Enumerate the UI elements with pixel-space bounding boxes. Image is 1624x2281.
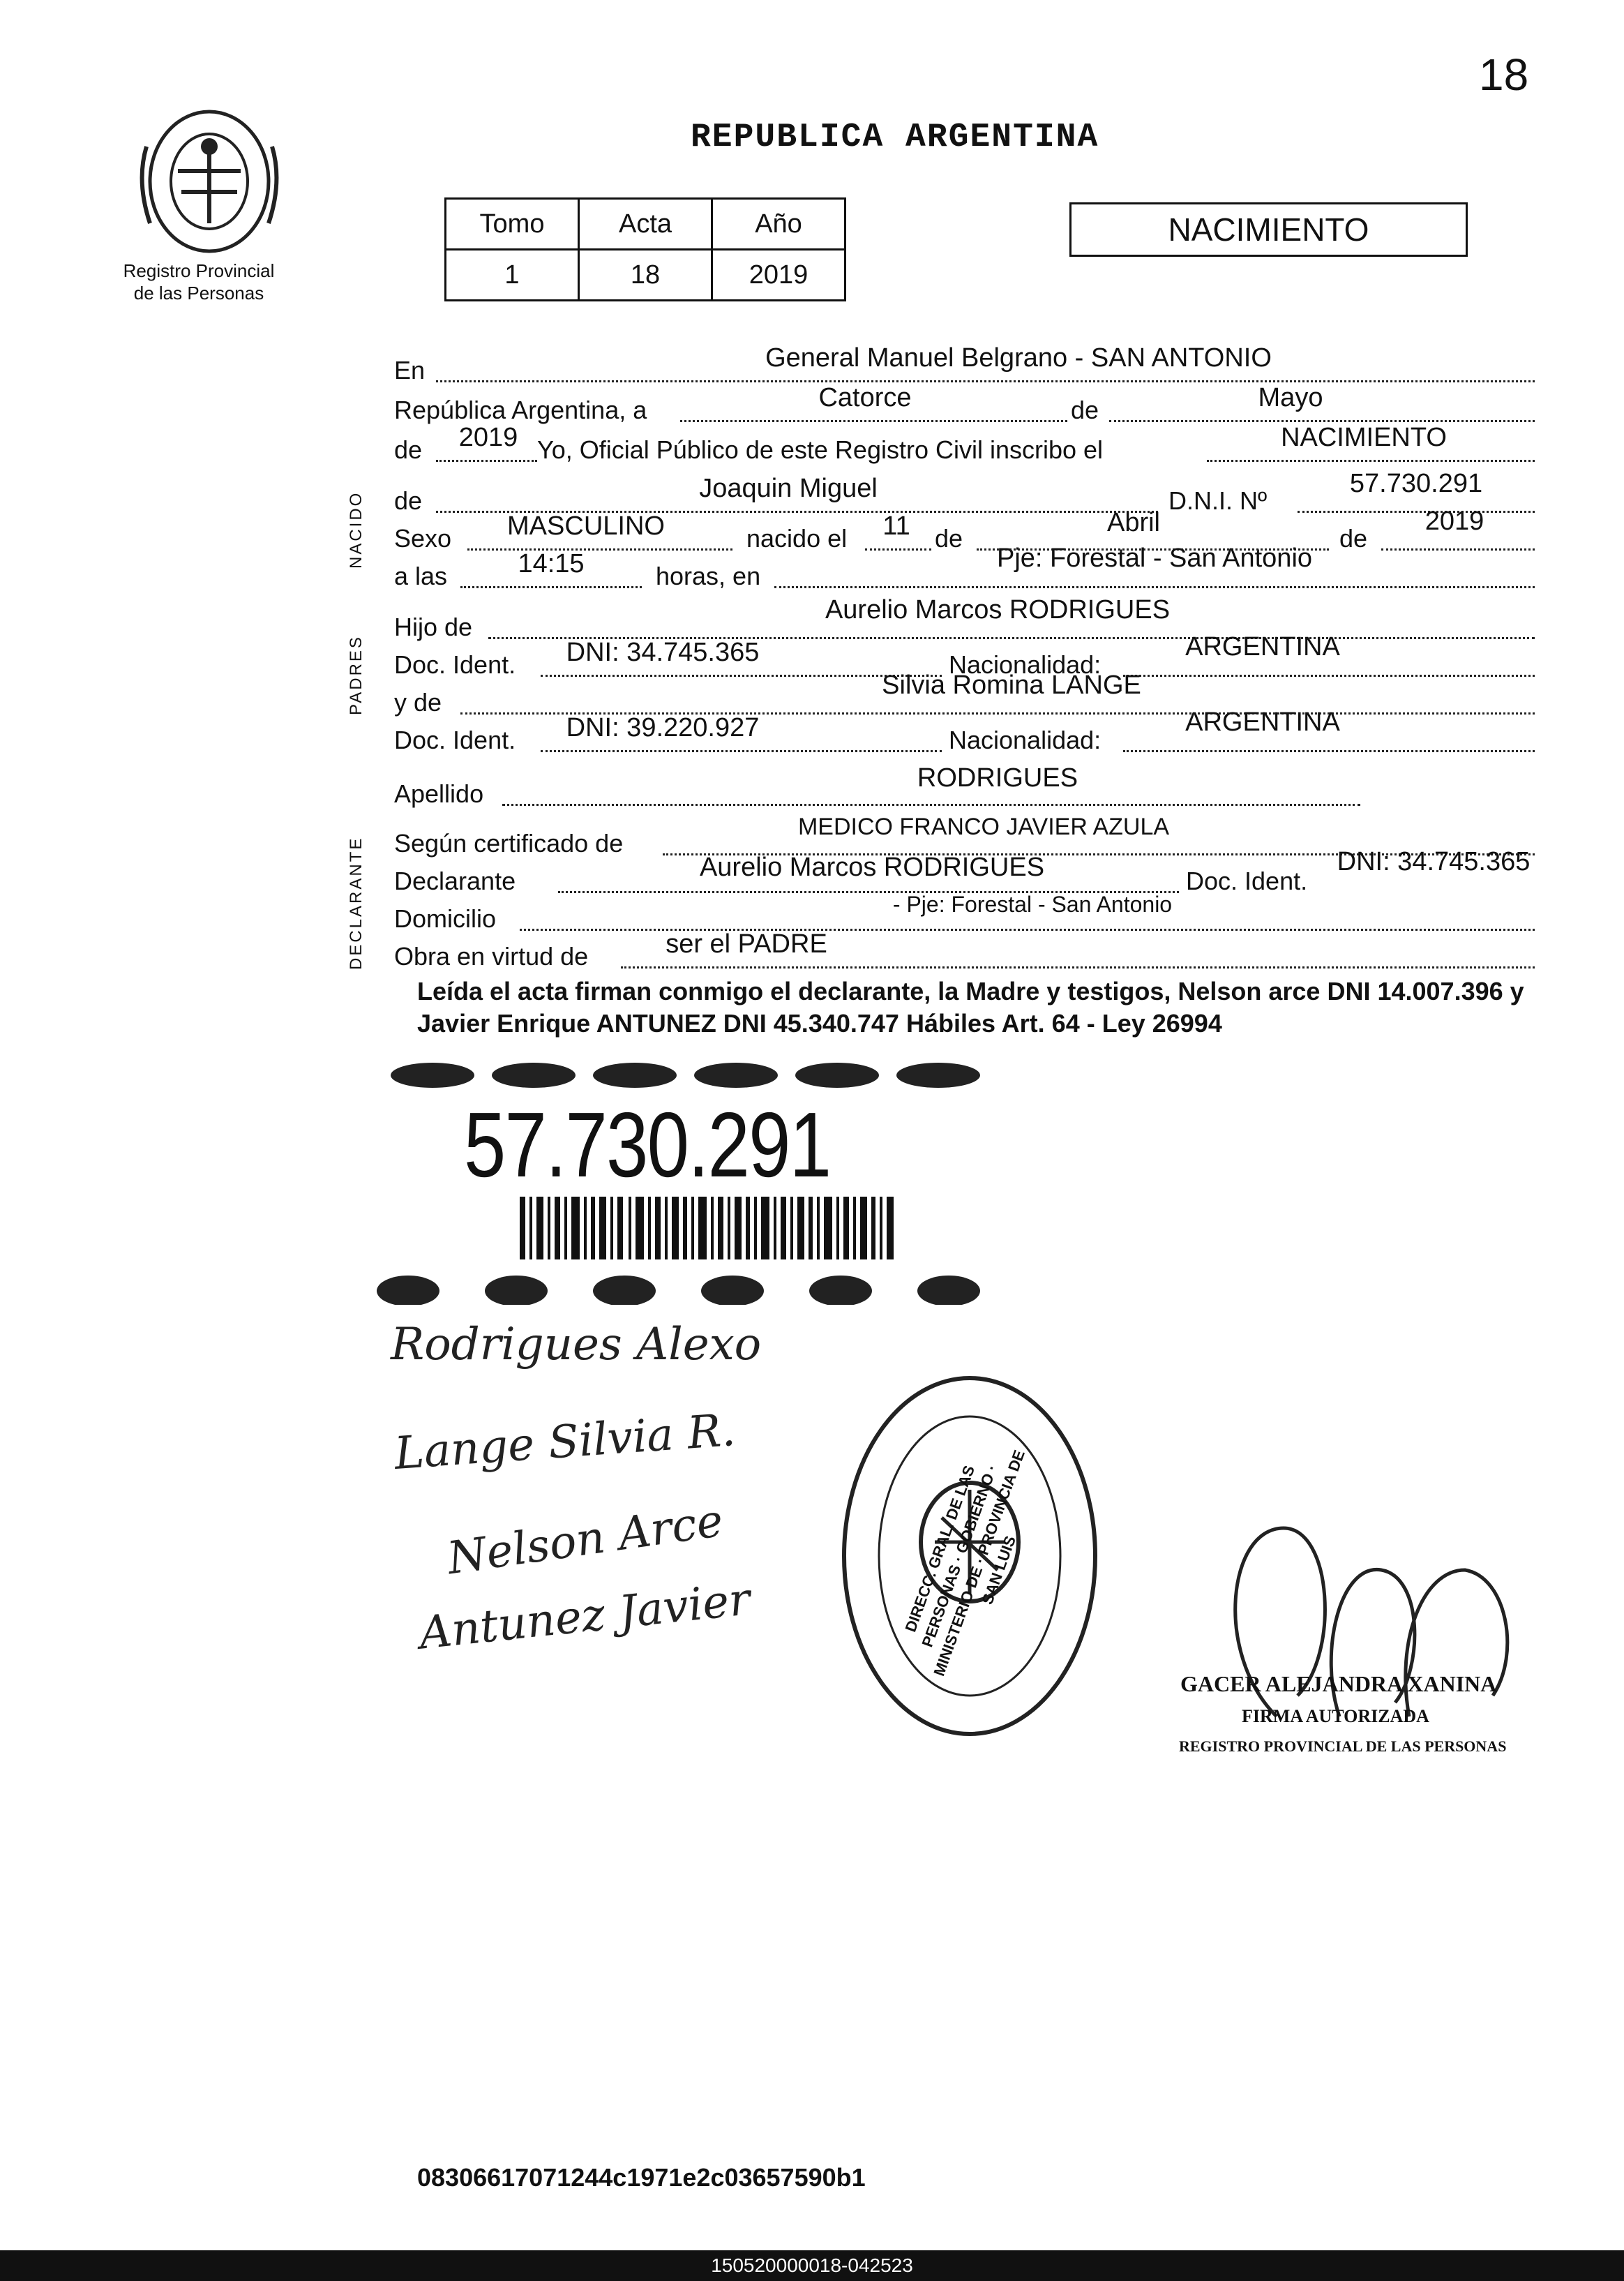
label-a-las: a las	[394, 562, 448, 590]
dotted-line	[680, 420, 1067, 422]
label-republica: República Argentina, a	[394, 396, 647, 424]
label-y-de: y de	[394, 688, 442, 717]
official-name: GACER ALEJANDRA XANINA	[1180, 1671, 1497, 1696]
security-pattern-top	[377, 1057, 1005, 1093]
value-acta: 18	[579, 250, 712, 301]
field-acto: NACIMIENTO	[1281, 423, 1447, 452]
official-role: FIRMA AUTORIZADA	[1242, 1706, 1429, 1726]
dotted-line	[621, 966, 1535, 969]
field-declarante-dni: DNI: 34.745.365	[1337, 847, 1531, 876]
field-madre-nac: ARGENTINA	[1185, 708, 1340, 737]
registry-name-line2: de las Personas	[133, 283, 264, 304]
dotted-line	[1109, 420, 1535, 422]
field-mes: Mayo	[1258, 383, 1323, 412]
field-declarante: Aurelio Marcos RODRIGUES	[699, 853, 1045, 882]
document-hash: 08306617071244c1971e2c03657590b1	[417, 2163, 866, 2192]
field-padre-nac: ARGENTINA	[1185, 632, 1340, 661]
field-lugar: General Manuel Belgrano - SAN ANTONIO	[765, 343, 1272, 373]
label-declarante: Declarante	[394, 867, 516, 895]
dotted-line	[774, 586, 1535, 588]
field-obra: ser el PADRE	[666, 929, 827, 959]
label-dni: D.N.I. Nº	[1168, 486, 1268, 515]
closing-statement: Leída el acta firman conmigo el declarante, la Madre y testigos, Nelson arce DNI 14.007.396 y Javier Enrique ANTUNEZ DNI 45.340.747 Hábiles Art. 64 - Ley 26994	[417, 977, 1524, 1038]
header-anio: Año	[712, 199, 845, 250]
label-de-anio: de	[394, 435, 423, 464]
official-org: REGISTRO PROVINCIAL DE LAS PERSONAS	[1179, 1737, 1507, 1755]
field-nac-mes: Abril	[1106, 508, 1161, 537]
document-title: REPUBLICA ARGENTINA	[691, 119, 1099, 156]
header-acta: Acta	[579, 199, 712, 250]
dni-large-number: 57.730.291	[464, 1093, 831, 1196]
dotted-line	[436, 380, 1535, 382]
field-nombre: Joaquin Miguel	[699, 474, 878, 503]
signature-mother: Lange Silvia R.	[393, 1405, 737, 1480]
label-domicilio: Domicilio	[394, 904, 497, 933]
value-anio: 2019	[712, 250, 845, 301]
label-segun: Según certificado de	[394, 829, 624, 858]
label-de-fecha: de	[935, 524, 963, 553]
field-sexo: MASCULINO	[507, 511, 665, 541]
dotted-line	[541, 750, 942, 752]
label-sexo: Sexo	[394, 524, 452, 553]
label-de-nombre: de	[394, 486, 423, 515]
label-de-mes: de	[1071, 396, 1099, 424]
field-madre: Silvia Romina LANGE	[882, 671, 1141, 700]
label-en: En	[394, 356, 426, 384]
field-domicilio: - Pje: Forestal - San Antonio	[892, 892, 1173, 917]
signature-witness-1: Nelson Arce	[444, 1495, 727, 1585]
field-nac-anio: 2019	[1424, 507, 1484, 536]
label-apellido: Apellido	[394, 779, 484, 808]
label-doc-ident: Doc. Ident.	[394, 650, 516, 679]
field-anio: 2019	[458, 423, 518, 452]
record-type: NACIMIENTO	[1069, 202, 1468, 257]
field-apellido: RODRIGUES	[917, 763, 1078, 793]
registry-name-line1: Registro Provincial	[123, 260, 275, 281]
field-padre: Aurelio Marcos RODRIGUES	[825, 595, 1171, 625]
label-doc-ident3: Doc. Ident.	[1186, 867, 1308, 895]
header-tomo: Tomo	[446, 199, 579, 250]
registry-name	[105, 260, 293, 304]
label-horas-en: horas, en	[656, 562, 761, 590]
signature-witness-2: Antunez Javier	[416, 1573, 753, 1660]
page-number: 18	[1479, 50, 1529, 100]
value-tomo: 1	[446, 250, 579, 301]
field-nac-dia: 11	[882, 511, 910, 541]
field-padre-dni: DNI: 34.745.365	[566, 638, 760, 667]
security-pattern-bottom	[377, 1270, 998, 1305]
label-obra: Obra en virtud de	[394, 942, 589, 971]
section-declarant: DECLARANTE	[347, 836, 366, 970]
record-table	[444, 197, 846, 301]
dotted-line	[1207, 460, 1535, 462]
field-dni: 57.730.291	[1349, 469, 1483, 498]
label-hijo-de: Hijo de	[394, 613, 473, 641]
field-lugar-nac: Pje: Forestal - San Antonio	[996, 544, 1313, 573]
dotted-line	[1381, 548, 1535, 551]
registry-seal-icon	[129, 105, 290, 258]
dotted-line	[460, 586, 642, 588]
label-de-fecha2: de	[1339, 524, 1368, 553]
field-dia: Catorce	[818, 383, 912, 412]
footer-code: 150520000018-042523	[0, 2250, 1624, 2281]
stamp-ring-text: DIRECC. GRAL. DE LAS PERSONAS · GOBIERNO · MINISTERIO DE · PROVINCIA DE SAN LUIS	[901, 1447, 1028, 1679]
field-hora: 14:15	[518, 549, 585, 578]
dotted-line	[1123, 750, 1535, 752]
dotted-line	[865, 548, 931, 551]
dotted-line	[436, 460, 537, 462]
label-nacionalidad: Nacionalidad:	[949, 650, 1102, 679]
section-born: NACIDO	[347, 491, 366, 569]
label-oficial: Yo, Oficial Público de este Registro Civil inscribo el	[537, 435, 1104, 464]
section-parents: PADRES	[347, 635, 366, 715]
label-nacido-el: nacido el	[746, 524, 848, 553]
field-certificado: MEDICO FRANCO JAVIER AZULA	[797, 814, 1170, 840]
dotted-line	[502, 804, 1360, 806]
field-madre-dni: DNI: 39.220.927	[566, 713, 760, 742]
barcode	[520, 1197, 896, 1259]
label-nacionalidad2: Nacionalidad:	[949, 726, 1102, 754]
signature-declarant: Rodrigues Alexo	[391, 1319, 762, 1370]
label-doc-ident2: Doc. Ident.	[394, 726, 516, 754]
